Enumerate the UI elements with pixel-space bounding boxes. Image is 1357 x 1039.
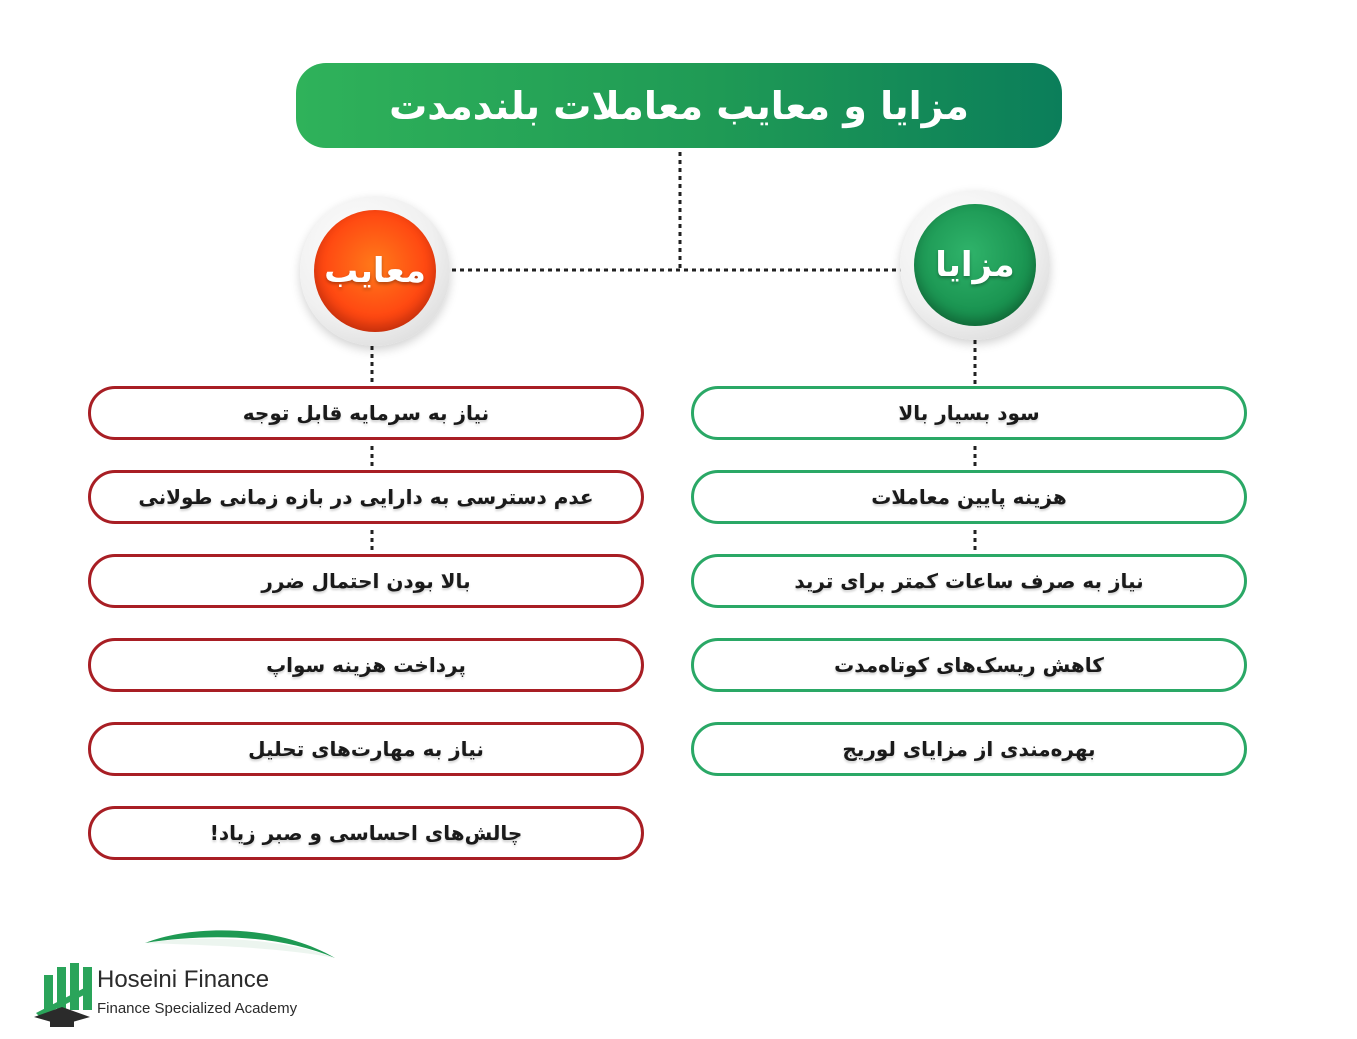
cons-item xyxy=(88,806,644,860)
cons-item-text: نیاز به مهارت‌های تحلیل xyxy=(248,737,484,761)
cons-item xyxy=(88,722,644,776)
cons-circle xyxy=(300,196,450,346)
cons-item-text: نیاز به سرمایه قابل توجه xyxy=(242,401,490,425)
brand-name: Hoseini Finance xyxy=(97,966,270,993)
cons-circle-inner xyxy=(314,210,436,332)
cons-item-text: پرداخت هزینه سواپ xyxy=(266,653,466,677)
cons-item xyxy=(88,638,644,692)
cons-item-text: بالا بودن احتمال ضرر xyxy=(261,569,471,593)
pros-item-text: هزینه پایین معاملات xyxy=(871,485,1067,509)
pros-item xyxy=(691,386,1247,440)
page-title: مزایا و معایب معاملات بلندمدت xyxy=(389,83,969,128)
pros-item-text: سود بسیار بالا xyxy=(898,401,1040,425)
cons-item-text: عدم دسترسی به دارایی در بازه زمانی طولانی xyxy=(138,485,594,509)
brand-tagline: Finance Specialized Academy xyxy=(97,1000,298,1017)
cons-item-text: چالش‌های احساسی و صبر زیاد! xyxy=(209,821,523,845)
pros-label: مزایا xyxy=(935,245,1015,285)
pros-item xyxy=(691,470,1247,524)
pros-item xyxy=(691,638,1247,692)
cons-item xyxy=(88,386,644,440)
pros-item-text: نیاز به صرف ساعات کمتر برای ترید xyxy=(794,569,1144,593)
cons-label: معایب xyxy=(324,251,426,291)
pros-circle xyxy=(900,190,1050,340)
cons-item xyxy=(88,470,644,524)
pros-item xyxy=(691,554,1247,608)
pros-item-text: کاهش ریسک‌های کوتاه‌مدت xyxy=(834,653,1104,677)
pros-item-text: بهره‌مندی از مزایای لوریج xyxy=(842,737,1096,761)
pros-circle-inner xyxy=(914,204,1036,326)
pros-item xyxy=(691,722,1247,776)
cons-item xyxy=(88,554,644,608)
